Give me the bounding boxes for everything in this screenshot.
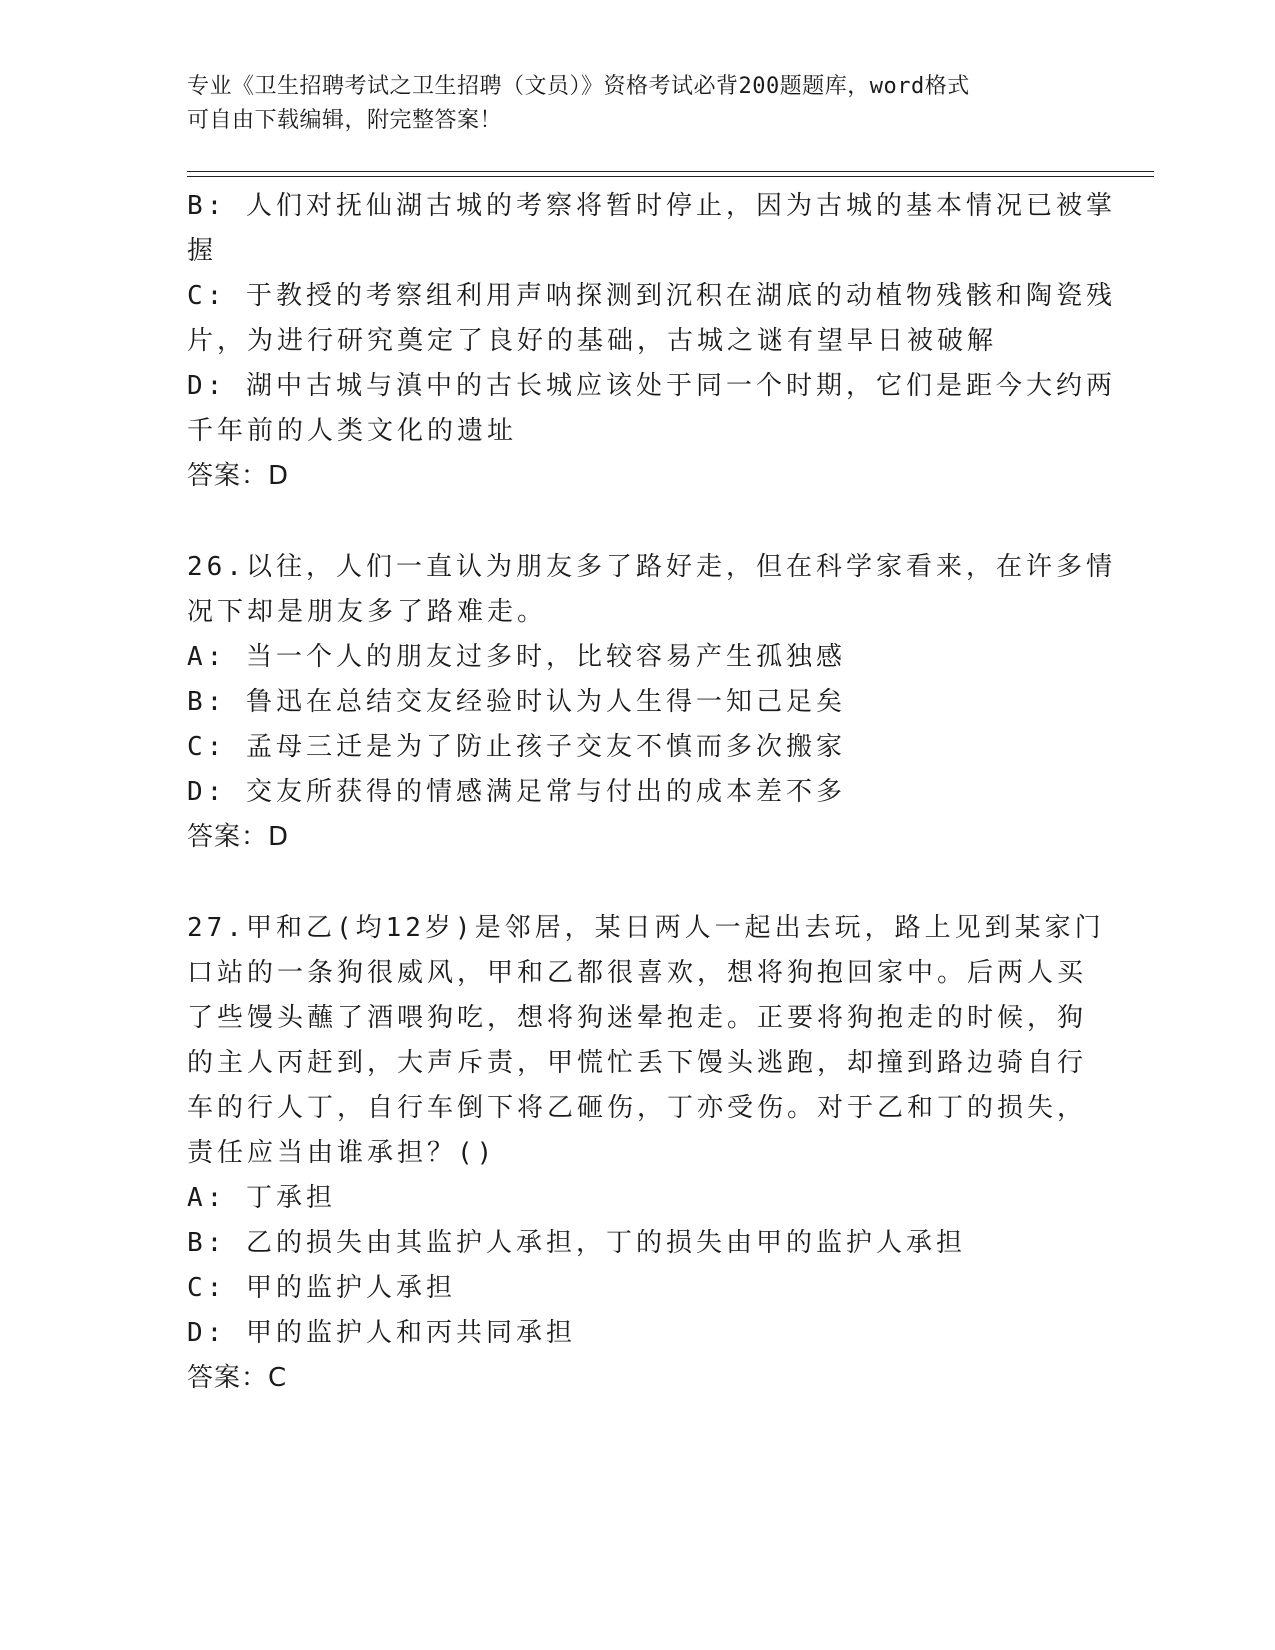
q27-option-a: A: 丁承担 xyxy=(187,1183,336,1213)
header-divider-bottom xyxy=(187,176,1154,177)
q27-stem-line-1: 27.甲和乙(均12岁)是邻居，某日两人一起出去玩，路上见到某家门 xyxy=(187,913,1105,943)
q25-option-b-line-1: B: 人们对抚仙湖古城的考察将暂时停止，因为古城的基本情况已被掌 xyxy=(187,191,1116,221)
header-title-line-1: 专业《卫生招聘考试之卫生招聘（文员）》资格考试必背200题题库，word格式 xyxy=(187,74,970,99)
q26-option-d: D: 交友所获得的情感满足常与付出的成本差不多 xyxy=(187,777,846,807)
q25-option-d-line-1: D: 湖中古城与滇中的古长城应该处于同一个时期，它们是距今大约两 xyxy=(187,371,1116,401)
q26-stem-line-1: 26.以往，人们一直认为朋友多了路好走，但在科学家看来，在许多情 xyxy=(187,552,1116,582)
q26-option-c: C: 孟母三迁是为了防止孩子交友不慎而多次搬家 xyxy=(187,732,846,762)
q27-stem-line-4: 的主人丙赶到，大声斥责，甲慌忙丢下馒头逃跑，却撞到路边骑自行 xyxy=(187,1048,1088,1078)
q27-option-c: C: 甲的监护人承担 xyxy=(187,1273,456,1303)
question-25-continued xyxy=(187,184,1116,499)
q25-answer: 答案：D xyxy=(187,461,290,491)
header-divider-top xyxy=(187,171,1154,172)
q27-stem-line-2: 口站的一条狗很威风，甲和乙都很喜欢，想将狗抱回家中。后两人买 xyxy=(187,958,1088,988)
question-27 xyxy=(187,906,1105,1401)
q25-option-d-line-2: 千年前的人类文化的遗址 xyxy=(187,416,518,446)
q27-option-b: B: 乙的损失由其监护人承担，丁的损失由甲的监护人承担 xyxy=(187,1228,966,1258)
document-header xyxy=(187,70,1067,138)
q27-stem-line-6: 责任应当由谁承担？() xyxy=(187,1138,497,1168)
q25-option-c-line-1: C: 于教授的考察组利用声呐探测到沉积在湖底的动植物残骸和陶瓷残 xyxy=(187,281,1116,311)
q27-option-d: D: 甲的监护人和丙共同承担 xyxy=(187,1318,576,1348)
header-title-line-2: 可自由下载编辑，附完整答案！ xyxy=(187,108,503,133)
q26-option-b: B: 鲁迅在总结交友经验时认为人生得一知己足矣 xyxy=(187,687,846,717)
q26-answer: 答案：D xyxy=(187,822,290,852)
question-content xyxy=(187,184,1116,1401)
q27-stem-line-3: 了些馒头蘸了酒喂狗吃，想将狗迷晕抱走。正要将狗抱走的时候，狗 xyxy=(187,1003,1088,1033)
question-spacer xyxy=(187,499,1087,545)
q26-stem-line-2: 况下却是朋友多了路难走。 xyxy=(187,597,548,627)
question-spacer xyxy=(187,860,1087,906)
q25-option-c-line-2: 片，为进行研究奠定了良好的基础，古城之谜有望早日被破解 xyxy=(187,326,998,356)
q25-option-b-line-2: 握 xyxy=(187,236,218,266)
q27-stem-line-5: 车的行人丁，自行车倒下将乙砸伤，丁亦受伤。对于乙和丁的损失， xyxy=(187,1093,1088,1123)
q27-answer: 答案：C xyxy=(187,1363,288,1393)
q26-option-a: A: 当一个人的朋友过多时，比较容易产生孤独感 xyxy=(187,642,846,672)
question-26 xyxy=(187,545,1116,860)
